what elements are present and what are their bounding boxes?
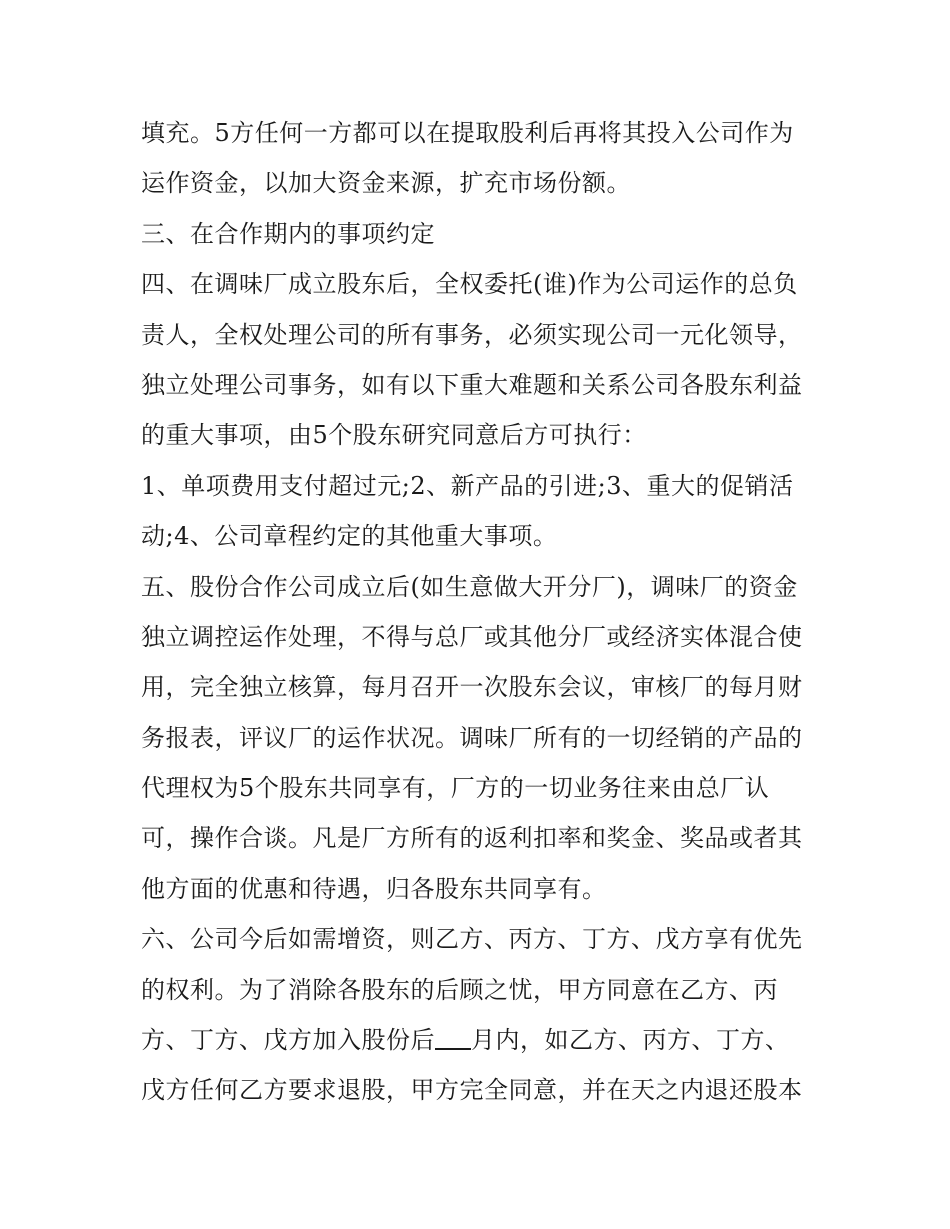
- text-line: 务报表，评议厂的运作状况。调味厂所有的一切经销的产品的: [141, 723, 803, 752]
- text-line: 填充。5方任何一方都可以在提取股利后再将其投入公司作为: [141, 119, 794, 147]
- text-line: 五、股份合作公司成立后(如生意做大开分厂)，调味厂的资金: [141, 572, 798, 601]
- section-heading: 三、在合作期内的事项约定: [141, 219, 435, 248]
- text-line-with-blank: [141, 1015, 821, 1065]
- text-line: 独立调控运作处理，不得与总厂或其他分厂或经济实体混合使: [141, 622, 803, 651]
- fill-in-blank: [435, 1024, 471, 1050]
- text-line: 的权利。为了消除各股东的后顾之忧，甲方同意在乙方、丙: [141, 975, 778, 1004]
- text-segment: 方、丁方、戊方加入股份后: [141, 1026, 435, 1055]
- text-line: 责人，全权处理公司的所有事务，必须实现公司一元化领导，: [141, 320, 803, 349]
- text-line: 的重大事项，由5个股东研究同意后方可执行：: [141, 421, 647, 450]
- text-line: 用，完全独立核算，每月召开一次股东会议，审核厂的每月财: [141, 673, 803, 702]
- text-line: 四、在调味厂成立股东后，全权委托(谁)作为公司运作的总负: [141, 270, 798, 299]
- text-line: 代理权为5个股东共同享有，厂方的一切业务往来由总厂认: [141, 774, 770, 803]
- text-line: 1、单项费用支付超过元;2、新产品的引进;3、重大的促销活: [141, 471, 794, 500]
- document-body: [141, 108, 821, 1116]
- text-line: 戊方任何乙方要求退股，甲方完全同意，并在天之内退还股本: [141, 1076, 803, 1105]
- text-line: 动;4、公司章程约定的其他重大事项。: [141, 522, 558, 551]
- text-line: 独立处理公司事务，如有以下重大难题和关系公司各股东利益: [141, 370, 803, 399]
- text-segment: 月内，如乙方、丙方、丁方、: [471, 1026, 790, 1055]
- text-line: 六、公司今后如需增资，则乙方、丙方、丁方、戊方享有优先: [141, 925, 803, 954]
- text-line: 运作资金，以加大资金来源，扩充市场份额。: [141, 169, 631, 198]
- text-line: 可，操作合谈。凡是厂方所有的返利扣率和奖金、奖品或者其: [141, 824, 803, 853]
- text-line: 他方面的优惠和待遇，归各股东共同享有。: [141, 874, 607, 903]
